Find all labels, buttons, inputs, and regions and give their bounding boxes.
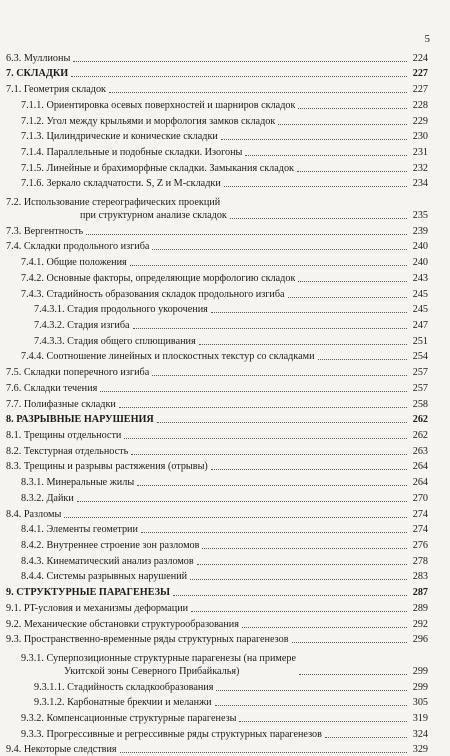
- entry-page-number: 258: [412, 398, 428, 410]
- dot-leader: [124, 438, 407, 439]
- dot-leader: [216, 690, 407, 691]
- dot-leader: [152, 249, 407, 250]
- entry-title: [6, 366, 149, 379]
- dot-leader: [298, 108, 407, 109]
- entry-title: [6, 743, 117, 756]
- dot-leader: [141, 532, 407, 533]
- entry-title-line: 8.3.1. Минеральные жилы: [21, 477, 135, 489]
- entry-title: [6, 398, 116, 411]
- entry-title-line: 7.7. Полифазные складки: [6, 398, 116, 410]
- entry-title: [6, 445, 128, 458]
- dot-leader: [152, 375, 407, 376]
- dot-leader: [71, 76, 407, 77]
- toc-entry[interactable]: [6, 646, 428, 677]
- entry-page-number: 230: [412, 131, 428, 143]
- entry-title: [6, 115, 275, 128]
- entry-title: [6, 712, 236, 725]
- chapter-entry[interactable]: [6, 411, 428, 427]
- toc-entry[interactable]: [6, 379, 428, 395]
- entry-page-number: 299: [412, 681, 428, 693]
- toc-entry[interactable]: [6, 112, 428, 128]
- entry-title-continuation: при структурном анализе складок: [80, 209, 227, 221]
- table-of-contents: [6, 49, 428, 756]
- entry-title: [6, 508, 61, 521]
- entry-title-line: 9.3.1.1. Стадийность складкообразования: [34, 681, 214, 693]
- entry-page-number: 227: [412, 68, 428, 80]
- entry-page-number: 257: [412, 382, 428, 394]
- toc-entry[interactable]: [6, 96, 428, 112]
- entry-title: [6, 618, 239, 631]
- entry-page-number: 227: [412, 84, 428, 96]
- toc-entry[interactable]: [6, 143, 428, 159]
- entry-page-number: 262: [412, 429, 428, 441]
- dot-leader: [86, 234, 407, 235]
- entry-title: [6, 335, 196, 348]
- dot-leader: [292, 642, 407, 643]
- entry-title-line: 7.1.3. Цилиндрические и конические складки: [21, 131, 218, 143]
- dot-leader: [191, 611, 407, 612]
- entry-title-line: 9.4. Некоторые следствия: [6, 744, 117, 756]
- entry-page-number: 329: [412, 744, 428, 756]
- entry-title: [6, 476, 134, 489]
- toc-entry[interactable]: [6, 175, 428, 191]
- entry-title-line: 8.3.2. Дайки: [21, 492, 74, 504]
- entry-page-number: 283: [412, 571, 428, 583]
- entry-page-number: 239: [412, 225, 428, 237]
- toc-entry[interactable]: [6, 316, 428, 332]
- entry-title: [6, 83, 106, 96]
- toc-entry[interactable]: [6, 505, 428, 521]
- dot-leader: [120, 752, 407, 753]
- toc-entry[interactable]: [6, 709, 428, 725]
- toc-entry[interactable]: [6, 458, 428, 474]
- toc-entry[interactable]: [6, 521, 428, 537]
- toc-entry[interactable]: [6, 489, 428, 505]
- dot-leader: [211, 469, 407, 470]
- toc-entry[interactable]: [6, 190, 428, 221]
- entry-page-number: 229: [412, 115, 428, 127]
- entry-title: [6, 256, 127, 269]
- dot-leader: [242, 627, 407, 628]
- toc-entry[interactable]: [6, 552, 428, 568]
- entry-title-line: 9.3.3. Прогрессивные и регрессивные ряды структурных парагенезов: [21, 728, 322, 740]
- dot-leader: [221, 139, 407, 140]
- dot-leader: [130, 265, 407, 266]
- entry-title-line: 8.4.2. Внутреннее строение зон разломов: [21, 540, 200, 552]
- entry-page-number: 251: [412, 335, 428, 347]
- entry-page-number: 245: [412, 288, 428, 300]
- entry-title: [6, 523, 138, 536]
- dot-leader: [73, 61, 407, 62]
- page-number: 5: [424, 33, 430, 45]
- entry-page-number: 240: [412, 241, 428, 253]
- entry-page-number: 254: [412, 351, 428, 363]
- toc-entry[interactable]: [6, 568, 428, 584]
- dot-leader: [202, 548, 407, 549]
- toc-entry[interactable]: [6, 725, 428, 741]
- toc-entry[interactable]: [6, 301, 428, 317]
- entry-title: [6, 319, 130, 332]
- chapter-entry[interactable]: [6, 65, 428, 81]
- entry-title-line: 8.4.3. Кинематический анализ разломов: [21, 555, 194, 567]
- entry-title-line: 9. СТРУКТУРНЫЕ ПАРАГЕНЕЗЫ: [6, 587, 170, 599]
- entry-title: [6, 196, 227, 222]
- entry-title: [6, 303, 208, 316]
- dot-leader: [224, 186, 407, 187]
- entry-title-line: 7.3. Вергентность: [6, 225, 84, 237]
- entry-title-line: 9.3.1. Суперпозиционные структурные парагенезы (на примере: [21, 652, 297, 664]
- entry-page-number: 270: [412, 492, 428, 504]
- entry-title-line: 7. СКЛАДКИ: [6, 68, 69, 80]
- dot-leader: [245, 155, 407, 156]
- entry-title-line: 7.1.5. Линейные и брахиморфные складки. Замыкания складок: [21, 162, 294, 174]
- dot-leader: [199, 344, 407, 345]
- entry-title-line: 7.4.3.2. Стадия изгиба: [34, 319, 130, 331]
- entry-title: [6, 99, 295, 112]
- entry-title-line: 7.1. Геометрия складок: [6, 84, 106, 96]
- entry-page-number: 247: [412, 319, 428, 331]
- entry-title-line: 6.3. Муллионы: [6, 52, 71, 64]
- entry-page-number: 263: [412, 445, 428, 457]
- entry-page-number: 324: [412, 728, 428, 740]
- entry-page-number: 305: [412, 697, 428, 709]
- dot-leader: [197, 564, 407, 565]
- entry-page-number: 240: [412, 257, 428, 269]
- entry-title: [6, 633, 289, 646]
- entry-page-number: 299: [412, 665, 428, 677]
- entry-title-line: 8.4.4. Системы разрывных нарушений: [21, 571, 188, 583]
- entry-title-line: 9.3.2. Компенсационные структурные парагенезы: [21, 712, 237, 724]
- entry-title-line: 8.4.1. Элементы геометрии: [21, 524, 138, 536]
- entry-title-line: 7.1.6. Зеркало складчатости. S, Z и M-складки: [21, 178, 221, 190]
- toc-entry[interactable]: [6, 332, 428, 348]
- toc-entry[interactable]: [6, 238, 428, 254]
- toc-entry[interactable]: [6, 615, 428, 631]
- dot-leader: [119, 407, 407, 408]
- dot-leader: [230, 218, 407, 219]
- entry-title-line: 7.6. Складки течения: [6, 382, 98, 394]
- entry-page-number: 289: [412, 602, 428, 614]
- entry-page-number: 276: [412, 540, 428, 552]
- entry-page-number: 228: [412, 99, 428, 111]
- entry-title: [6, 272, 295, 285]
- entry-title: [6, 696, 212, 709]
- entry-page-number: 257: [412, 367, 428, 379]
- entry-page-number: 319: [412, 712, 428, 724]
- dot-leader: [211, 312, 407, 313]
- entry-title-line: 7.2. Использование стереографических проекций: [6, 196, 221, 208]
- entry-page-number: 224: [412, 52, 428, 64]
- dot-leader: [64, 517, 407, 518]
- entry-title: [6, 67, 68, 80]
- entry-title: [6, 130, 218, 143]
- toc-entry[interactable]: [6, 285, 428, 301]
- entry-title-line: 7.4.3. Стадийность образования складок продольного изгиба: [21, 288, 285, 300]
- toc-entry[interactable]: [6, 269, 428, 285]
- toc-entry[interactable]: [6, 631, 428, 647]
- entry-page-number: 262: [412, 414, 428, 426]
- dot-leader: [278, 124, 407, 125]
- dot-leader: [298, 281, 407, 282]
- dot-leader: [133, 328, 407, 329]
- entry-title: [6, 539, 199, 552]
- entry-page-number: 264: [412, 477, 428, 489]
- entry-page-number: 235: [412, 209, 428, 221]
- entry-page-number: 278: [412, 555, 428, 567]
- dot-leader: [173, 595, 407, 596]
- entry-title: [6, 52, 70, 65]
- dot-leader: [100, 391, 407, 392]
- toc-entry[interactable]: [6, 222, 428, 238]
- entry-title: [6, 429, 121, 442]
- entry-page-number: 231: [412, 147, 428, 159]
- dot-leader: [325, 737, 407, 738]
- entry-title-line: 9.3. Пространственно-временные ряды структурных парагенезов: [6, 634, 289, 646]
- entry-page-number: 296: [412, 634, 428, 646]
- toc-entry[interactable]: [6, 678, 428, 694]
- dot-leader: [137, 485, 407, 486]
- entry-title-line: 7.4.1. Общие положения: [21, 257, 127, 269]
- entry-page-number: 264: [412, 461, 428, 473]
- entry-title-line: 7.4.2. Основные факторы, определяющие морфологию складок: [21, 272, 296, 284]
- entry-title-line: 7.1.2. Угол между крыльями и морфология замков складок: [21, 115, 276, 127]
- entry-title-line: 9.2. Механические обстановки структурообразования: [6, 618, 239, 630]
- dot-leader: [288, 297, 407, 298]
- toc-entry[interactable]: [6, 426, 428, 442]
- entry-title: [6, 382, 97, 395]
- dot-leader: [318, 359, 407, 360]
- entry-page-number: 245: [412, 304, 428, 316]
- toc-entry[interactable]: [6, 159, 428, 175]
- entry-title: [6, 162, 294, 175]
- entry-title: [6, 350, 315, 363]
- entry-title-line: 9.1. PT-условия и механизмы деформации: [6, 602, 189, 614]
- entry-page-number: 243: [412, 272, 428, 284]
- toc-entry[interactable]: [6, 363, 428, 379]
- entry-title: [6, 728, 322, 741]
- dot-leader: [131, 454, 407, 455]
- dot-leader: [215, 705, 407, 706]
- entry-page-number: 274: [412, 508, 428, 520]
- entry-title-line: 8.2. Текстурная отдельность: [6, 445, 129, 457]
- entry-title-line: 7.4.4. Соотношение линейных и плоскостных текстур со складками: [21, 351, 315, 363]
- dot-leader: [299, 674, 407, 675]
- entry-title-line: 7.4.3.3. Стадия общего сплющивания: [34, 335, 196, 347]
- entry-title-line: 8.4. Разломы: [6, 508, 62, 520]
- dot-leader: [190, 579, 407, 580]
- entry-title: [6, 681, 213, 694]
- entry-title: [6, 586, 170, 599]
- entry-title: [6, 225, 83, 238]
- entry-title: [6, 602, 188, 615]
- entry-page-number: 287: [412, 587, 428, 599]
- entry-title-continuation: Укитской зоны Северного Прибайкалья): [64, 665, 240, 677]
- entry-title: [6, 570, 187, 583]
- toc-entry[interactable]: [6, 128, 428, 144]
- entry-title-line: 7.4.3.1. Стадия продольного укорочения: [34, 304, 208, 316]
- entry-title: [6, 555, 194, 568]
- entry-page-number: 274: [412, 524, 428, 536]
- toc-entry[interactable]: [6, 395, 428, 411]
- dot-leader: [77, 501, 407, 502]
- toc-entry[interactable]: [6, 49, 428, 65]
- toc-entry[interactable]: [6, 694, 428, 710]
- entry-title-line: 9.3.1.2. Карбонатные брекчии и меланжи: [34, 697, 212, 709]
- entry-title-line: 7.5. Складки поперечного изгиба: [6, 367, 150, 379]
- toc-entry[interactable]: [6, 348, 428, 364]
- entry-title: [6, 652, 296, 678]
- entry-title-line: 7.4. Складки продольного изгиба: [6, 241, 150, 253]
- entry-title: [6, 177, 221, 190]
- dot-leader: [157, 422, 407, 423]
- dot-leader: [239, 721, 407, 722]
- entry-title-line: 7.1.4. Параллельные и подобные складки. Изогоны: [21, 147, 243, 159]
- chapter-entry[interactable]: [6, 583, 428, 599]
- dot-leader: [109, 92, 407, 93]
- toc-entry[interactable]: [6, 599, 428, 615]
- entry-title: [6, 492, 74, 505]
- entry-title: [6, 146, 242, 159]
- toc-entry[interactable]: [6, 80, 428, 96]
- toc-entry[interactable]: [6, 442, 428, 458]
- entry-title-line: 8.1. Трещины отдельности: [6, 429, 122, 441]
- toc-entry[interactable]: [6, 473, 428, 489]
- entry-title-line: 8. РАЗРЫВНЫЕ НАРУШЕНИЯ: [6, 414, 154, 426]
- entry-title: [6, 240, 149, 253]
- dot-leader: [297, 171, 407, 172]
- entry-title: [6, 460, 208, 473]
- entry-title-line: 7.1.1. Ориентировка осевых поверхностей и шарниров складок: [21, 99, 296, 111]
- entry-title: [6, 288, 285, 301]
- toc-entry[interactable]: [6, 536, 428, 552]
- entry-title-line: 8.3. Трещины и разрывы растяжения (отрывы): [6, 461, 208, 473]
- entry-page-number: 232: [412, 162, 428, 174]
- toc-entry[interactable]: [6, 741, 428, 756]
- entry-page-number: 234: [412, 178, 428, 190]
- entry-page-number: 292: [412, 618, 428, 630]
- toc-entry[interactable]: [6, 253, 428, 269]
- entry-title: [6, 413, 154, 426]
